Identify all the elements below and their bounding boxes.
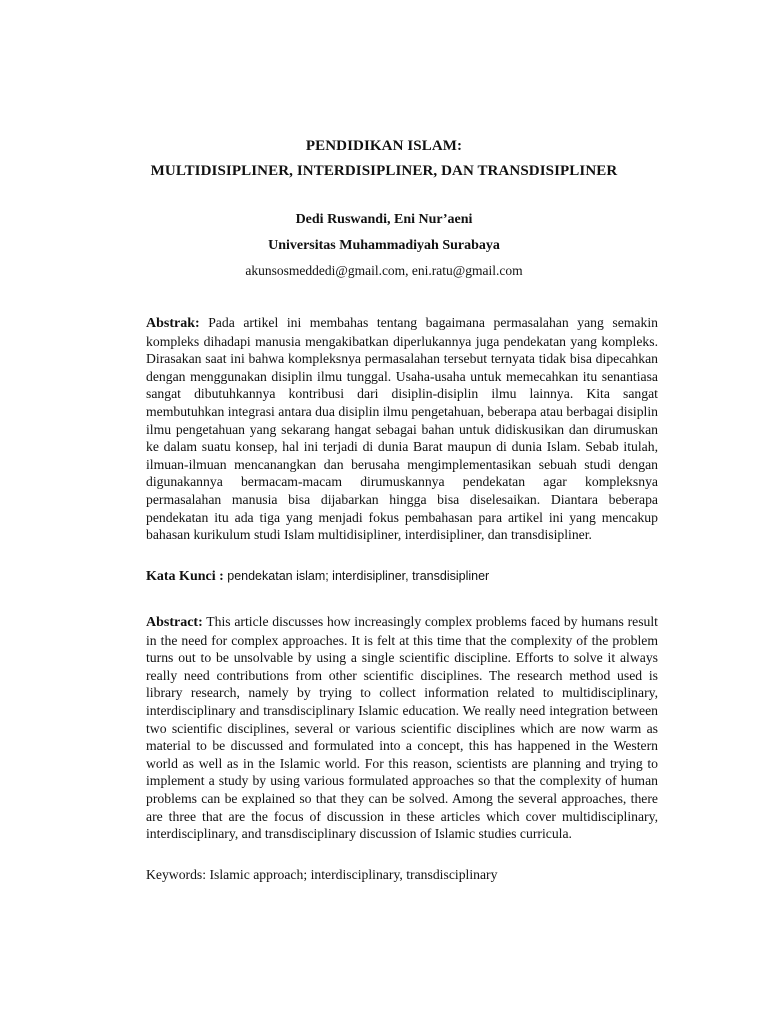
- kata-kunci-label: Kata Kunci :: [146, 569, 224, 584]
- kata-kunci-text: pendekatan islam; interdisipliner, transdisipliner: [223, 569, 490, 583]
- keywords-line: Keywords: Islamic approach; interdisciplinary, transdisciplinary: [146, 867, 498, 882]
- author-emails: akunsosmeddedi@gmail.com, eni.ratu@gmail.com: [245, 263, 523, 278]
- abstrak-text: Pada artikel ini membahas tentang bagaimana permasalahan yang semakin kompleks dihadapi manusia mengakibatkan diperlukannya juga pendekatan yang kompleks. Dirasakan saat ini bahwa kompleksnya permasalahan tersebut ternyata tidak bisa dipecahkan dengan menggunakan disiplin ilmu tunggal. Usaha-usaha untuk memecahkan itu senantiasa sangat dibutuhkannya kontribusi dari disiplin-disiplin ilmu lainnya. Kita sangat membutuhkan integrasi antara dua disiplin ilmu pengetahuan, beberapa atau berbagai disiplin ilmu pengetahuan yang sekarang hangat sebagai bahan untuk didiskusikan dan dirumuskan ke dalam suatu konsep, hal ini terjadi di dunia Barat maupun di dunia Islam. Sebab itulah, ilmuan-ilmuan mencanangkan dan berusaha mengimplementasikan sebuah studi dengan digunakannya bermacam-macam dirumuskannya pendekatan agar kompleksnya permasalahan manusia bisa dijabarkan hingga bisa diselesaikan. Diantara beberapa pendekatan itu ada tiga yang menjadi fokus pembahasan para artikel ini yang mencakup bahasan kurikulum studi Islam multidisipliner, interdisipliner, dan transdisipliner.: [146, 315, 658, 543]
- abstrak-label: Abstrak:: [146, 316, 200, 331]
- author-affiliation: Universitas Muhammadiyah Surabaya: [268, 238, 500, 253]
- abstract-label: Abstract:: [146, 615, 203, 630]
- abstrak-paragraph: [146, 314, 658, 544]
- paper-title-line-1: PENDIDIKAN ISLAM:: [305, 138, 463, 154]
- kata-kunci-line: [146, 567, 658, 586]
- author-names: Dedi Ruswandi, Eni Nur’aeni: [295, 212, 473, 227]
- abstract-paragraph: [146, 613, 658, 843]
- abstract-text: This article discusses how increasingly complex problems faced by humans result in the need for complex approaches. It is felt at this time that the complexity of the problem turns out to be unsolvable by using a single scientific discipline. Efforts to solve it always really need contributions from other scientific disciplines. The research method used is library research, namely by trying to collect information related to multidisciplinary, interdisciplinary and transdisciplinary Islamic education. We really need integration between two scientific disciplines, several or various scientific disciplines which are now warm as material to be discussed and formulated into a concept, this has happened in the Western world as well as in the Islamic world. For this reason, scientists are planning and trying to implement a study by using various formulated approaches so that the complexity of human problems can be explained so that they can be solved. Among the several approaches, there are three that are the focus of discussion in these articles which cover multidisciplinary, interdisciplinary, and transdisciplinary discussion of Islamic studies curricula.: [146, 614, 658, 842]
- paper-title-line-2: MULTIDISIPLINER, INTERDISIPLINER, DAN TRANSDISIPLINER: [150, 163, 618, 179]
